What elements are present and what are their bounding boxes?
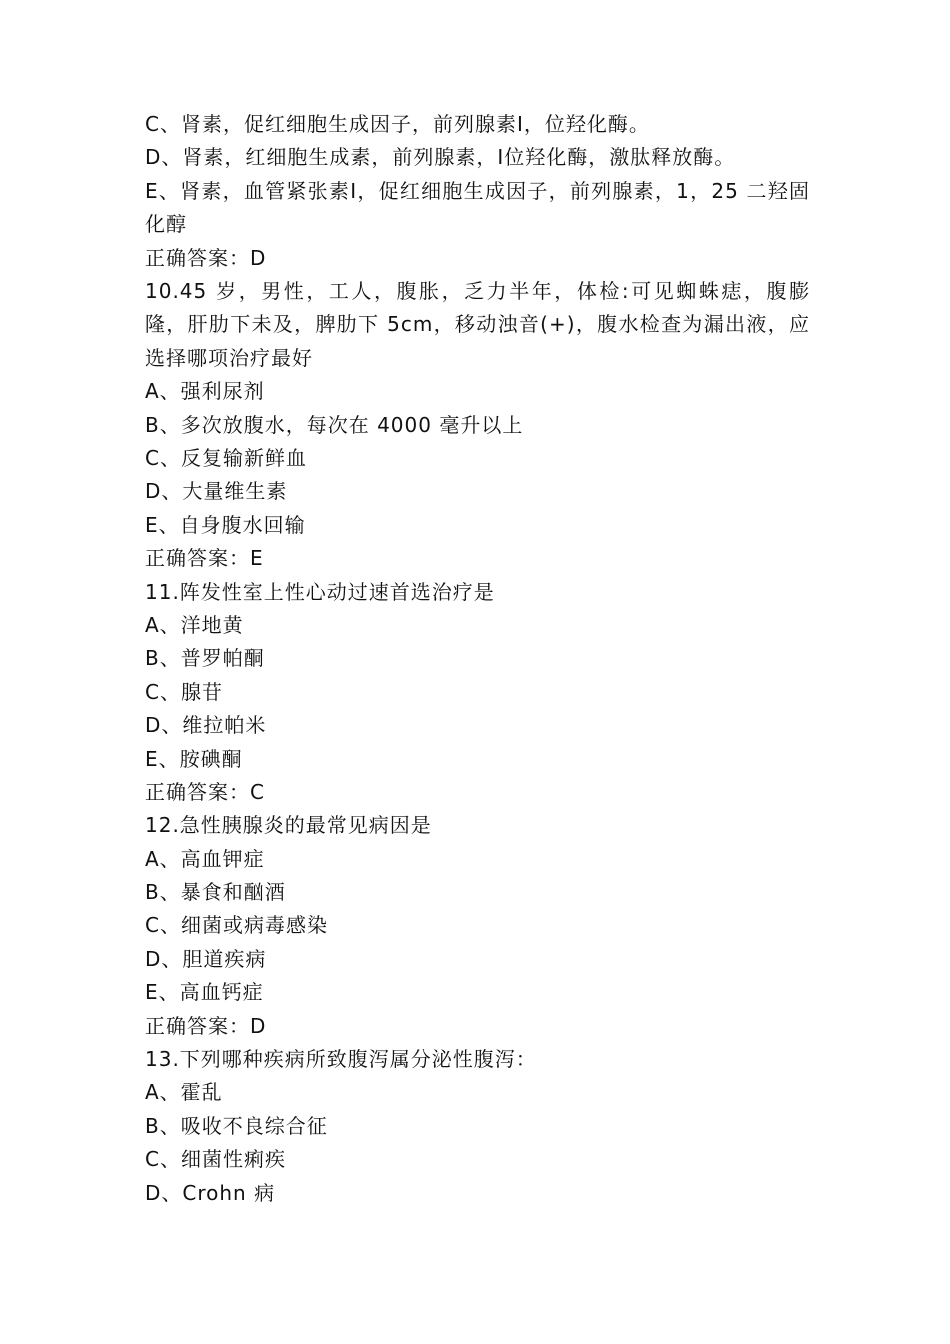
option-line: E、自身腹水回输	[145, 512, 306, 537]
option-line: A、高血钾症	[145, 846, 265, 871]
option-line: E、高血钙症	[145, 980, 264, 1005]
answer-line: 正确答案：E	[145, 546, 264, 571]
option-line: C、细菌或病毒感染	[145, 913, 328, 938]
option-line: D、Crohn 病	[145, 1180, 276, 1205]
option-line: C、细菌性痢疾	[145, 1147, 286, 1172]
option-line: B、吸收不良综合征	[145, 1113, 328, 1138]
answer-line: 正确答案：D	[145, 1013, 267, 1038]
option-line: C、腺苷	[145, 679, 223, 704]
option-line: E、肾素，血管紧张素Ⅰ，促红细胞生成因子，前列腺素，1，25 二羟固化醇	[145, 178, 810, 237]
question-line: 10.45 岁，男性，工人，腹胀，乏力半年，体检:可见蜘蛛痣，腹膨隆，肝肋下未及，脾肋下 5cm，移动浊音(+)，腹水检查为漏出液，应选择哪项治疗最好	[145, 278, 810, 370]
answer-line: 正确答案：C	[145, 779, 265, 804]
option-line: D、维拉帕米	[145, 713, 267, 738]
option-line: C、肾素，促红细胞生成因子，前列腺素Ⅰ，位羟化酶。	[145, 112, 650, 136]
question-line: 13.下列哪种疾病所致腹泻属分泌性腹泻：	[145, 1047, 537, 1072]
option-line: B、多次放腹水，每次在 4000 毫升以上	[145, 412, 524, 437]
option-line: A、洋地黄	[145, 612, 244, 637]
answer-line: 正确答案：D	[145, 245, 267, 270]
option-line: E、胺碘酮	[145, 746, 243, 771]
document-body	[145, 108, 810, 1210]
option-line: D、肾素，红细胞生成素，前列腺素，Ⅰ位羟化酶，激肽释放酶。	[145, 145, 736, 170]
option-line: C、反复输新鲜血	[145, 445, 307, 470]
option-line: A、强利尿剂	[145, 379, 265, 404]
option-line: B、暴食和酗酒	[145, 880, 286, 905]
option-line: A、霍乱	[145, 1080, 223, 1105]
option-line: D、大量维生素	[145, 479, 288, 504]
question-line: 12.急性胰腺炎的最常见病因是	[145, 813, 432, 838]
option-line: B、普罗帕酮	[145, 646, 265, 671]
option-line: D、胆道疾病	[145, 946, 267, 971]
question-line: 11.阵发性室上性心动过速首选治疗是	[145, 579, 495, 604]
